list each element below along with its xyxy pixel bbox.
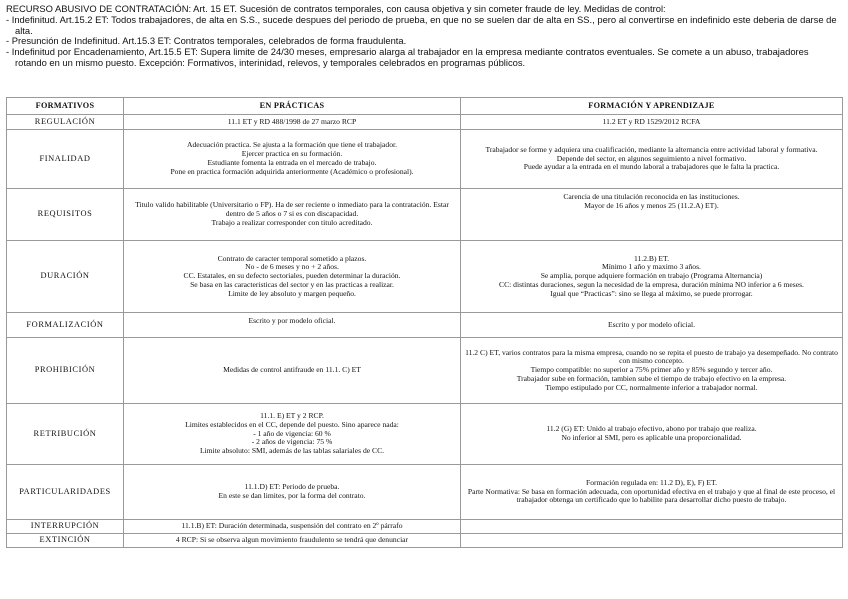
cell-line: 11.2 C) ET, varios contratos para la misma empresa, cuando no se repita el puesto de trabajo ya desempeñado. No contrato con mismo concepto. (465, 347, 838, 366)
cell-line: Se amplia, porque adquiere formación en trabajo (Programa Alternancia) (540, 271, 763, 281)
cell-line: Igual que “Practicas”: sino se llega al máximo, se puede prorrogar. (550, 288, 753, 298)
row-label: INTERRUPCIÓN (7, 520, 124, 534)
intro-heading: RECURSO ABUSIVO DE CONTRATACIÓN: Art. 15 ET. Sucesión de contratos temporales, con causa objetiva y sin cometer fraude de ley. Medidas de control: (6, 3, 666, 14)
row-label: EXTINCIÓN (7, 534, 124, 548)
cell-line: Tiempo estipulado por CC, normalmente inferior a trabajador normal. (545, 382, 758, 392)
row-label: PARTICULARIDADES (7, 465, 124, 520)
cell-line: No inferior al SMI, pero es aplicable una proporcionalidad. (561, 433, 742, 442)
row-extincion (7, 534, 843, 548)
cell-line: Pone en practica formación adquirida anteriormente (Académico o profesional). (170, 166, 414, 176)
cell-line: Adecuación practica. Se ajusta a la formación que tiene el trabajador. (187, 140, 397, 150)
contracts-table (6, 97, 843, 548)
formacion-cell-empty (461, 520, 843, 534)
cell-line: 11.1. E) ET y 2 RCP. (260, 411, 324, 420)
row-label: FINALIDAD (7, 130, 124, 189)
practicas-cell (124, 404, 461, 465)
practicas-cell (124, 115, 461, 130)
row-retribucion (7, 404, 843, 465)
cell-line: Medidas de control antifraude en 11.1. C) ET (223, 365, 361, 375)
row-interrupcion (7, 520, 843, 534)
cell-line: Trabajador se forme y adquiera una cualificación, mediante la alternancia entre actividad laboral y formativa. (485, 144, 818, 154)
cell-line: En este se dan limites, por la forma del contrato. (218, 491, 366, 500)
cell-line: - 2 años de vigencia: 75 % (251, 437, 333, 447)
cell-line: Escrito y por modelo oficial. (607, 319, 696, 329)
formacion-cell (461, 115, 843, 130)
cell-line: Ejercer practica en su formación. (241, 149, 343, 159)
cell-line: CC. Estatales, en su defecto sectoriales, pueden determinar la duración. (183, 271, 401, 281)
cell-line: Estudiante fomenta la entrada en el mercado de trabajo. (207, 158, 377, 167)
row-label: PROHIBICIÓN (7, 338, 124, 404)
bullet-presuncion: - Presunción de Indefinitud. Art.15.3 ET: Contratos temporales, celebrados de forma fraudulenta. (6, 35, 407, 47)
cell-line: Escrito y por modelo oficial. (248, 316, 336, 325)
bullet-indefinitud: - Indefinitud. Art.15.2 ET: Todos trabajadores, de alta en S.S., sucede despues del periodo de prueba, en que no se suelen dar de alta en SS., pero al convertirse en indefinido este deberia de darse de alta. (6, 13, 837, 36)
cell-line: Se basa en las caracteristicas del sector y en las practicas a realizar. (190, 279, 394, 289)
formacion-cell (461, 241, 843, 313)
cell-line: 11.2 (G) ET: Unido al trabajo efectivo, abono por trabajo que realiza. (546, 424, 757, 434)
formacion-cell-empty (461, 534, 843, 548)
cell-line: Limite de ley absoluto y margen pequeño. (228, 288, 356, 298)
formacion-cell (461, 338, 843, 404)
cell-line: Mayor de 16 años y menos 25 (11.2.A) ET). (584, 200, 719, 210)
row-finalidad (7, 130, 843, 189)
cell-line: 11.2 ET y RD 1529/2012 RCFA (602, 116, 701, 126)
cell-line: Contrato de caracter temporal sometido a plazos. (217, 253, 367, 263)
cell-line: 11.1 ET y RD 488/1998 de 27 marzo RCP (227, 116, 357, 126)
cell-line: 11.1.D) ET: Periodo de prueba. (244, 482, 340, 492)
row-label: REQUISITOS (7, 189, 124, 241)
formacion-cell (461, 189, 843, 241)
cell-line: Titulo valido habilitable (Universitario o FP). Ha de ser reciente o inmediato para la contratación. Estar dentro de 5 años o 7 si es con discapacidad. (135, 200, 449, 219)
cell-line: - 1 año de vigencia: 60 % (253, 428, 331, 438)
formacion-cell (461, 465, 843, 520)
cell-line: Trabajador sube en formación, tambien sube el tiempo de trabajo efectivo en la empresa. (516, 373, 787, 383)
row-formalizacion (7, 313, 843, 338)
row-prohibicion (7, 338, 843, 404)
practicas-cell (124, 241, 461, 313)
practicas-cell (124, 338, 461, 404)
cell-line: Tiempo compatible: no superior a 75% primer año y 85% segundo y tercer año. (530, 365, 773, 375)
formacion-cell (461, 404, 843, 465)
cell-line: No - de 6 meses y no + 2 años. (245, 262, 339, 272)
practicas-cell (124, 313, 461, 338)
cell-line: Mínimo 1 año y maximo 3 años. (602, 262, 701, 272)
header-formativos: FORMATIVOS (7, 98, 124, 115)
row-label: DURACIÓN (7, 241, 124, 313)
cell-line: Parte Normativa: Se basa en formación adecuada, con oportunidad efectiva en el trabajo y que al final de este proceso, el trabajador obtenga un certificado que lo habilite para desarrollar dicho puesto de trabajo. (467, 486, 836, 505)
row-label: FORMALIZACIÓN (7, 313, 124, 338)
formacion-cell (461, 313, 843, 338)
table-header-row (7, 98, 843, 115)
row-label: REGULACIÓN (7, 115, 124, 130)
practicas-cell (124, 465, 461, 520)
cell-line: Puede ayudar a la entrada en el mundo laboral a trabajadores que le falta la practica. (523, 162, 780, 172)
cell-line: Trabajo a realizar corresponder con titulo acreditado. (211, 217, 373, 227)
row-label: RETRIBUCIÓN (7, 404, 124, 465)
row-duracion (7, 241, 843, 313)
row-regulacion (7, 115, 843, 130)
practicas-cell (124, 189, 461, 241)
cell-line: Limites establecidos en el CC, depende del puesto. Sino aparece nada: (185, 419, 399, 429)
practicas-cell (124, 520, 461, 534)
cell-line: CC: distintas duraciones, segun la necesidad de la empresa, duración mínima NO inferior a 6 meses. (499, 279, 804, 289)
practicas-cell (124, 130, 461, 189)
cell-line: 11.1.B) ET: Duración determinada, suspensión del contrato en 2º párrafo (181, 521, 403, 531)
cell-line: 4 RCP: Si se observa algun movimiento fraudulento se tendrá que denunciar (175, 535, 409, 545)
header-practicas: EN PRÁCTICAS (124, 98, 461, 115)
intro-section (6, 4, 842, 69)
row-particularidades (7, 465, 843, 520)
cell-line: Formación regulada en: 11.2 D), E), F) ET. (586, 477, 717, 487)
cell-line: 11.2.B) ET. (633, 253, 669, 263)
header-formacion: FORMACIÓN Y APRENDIZAJE (461, 98, 843, 115)
bullet-encadenamiento: - Indefinitud por Encadenamiento, Art.15.5 ET: Supera limite de 24/30 meses, empresario alarga al trabajador en la empresa mediante contratos eventuales. Se comete a un abuso, trabajadores rotando en un mismo puesto. Excepción: Formativos, interinidad, relevos, y temporales celebrados en programas públicos. (6, 46, 809, 68)
formacion-cell (461, 130, 843, 189)
cell-line: Carencia de una titulación reconocida en las instituciones. (563, 192, 740, 201)
cell-line: Limite absoluto: SMI, además de las tablas salariales de CC. (199, 446, 385, 456)
practicas-cell (124, 534, 461, 548)
row-requisitos (7, 189, 843, 241)
cell-line: Depende del sector, en algunos seguimiento a nivel formativo. (556, 153, 747, 163)
